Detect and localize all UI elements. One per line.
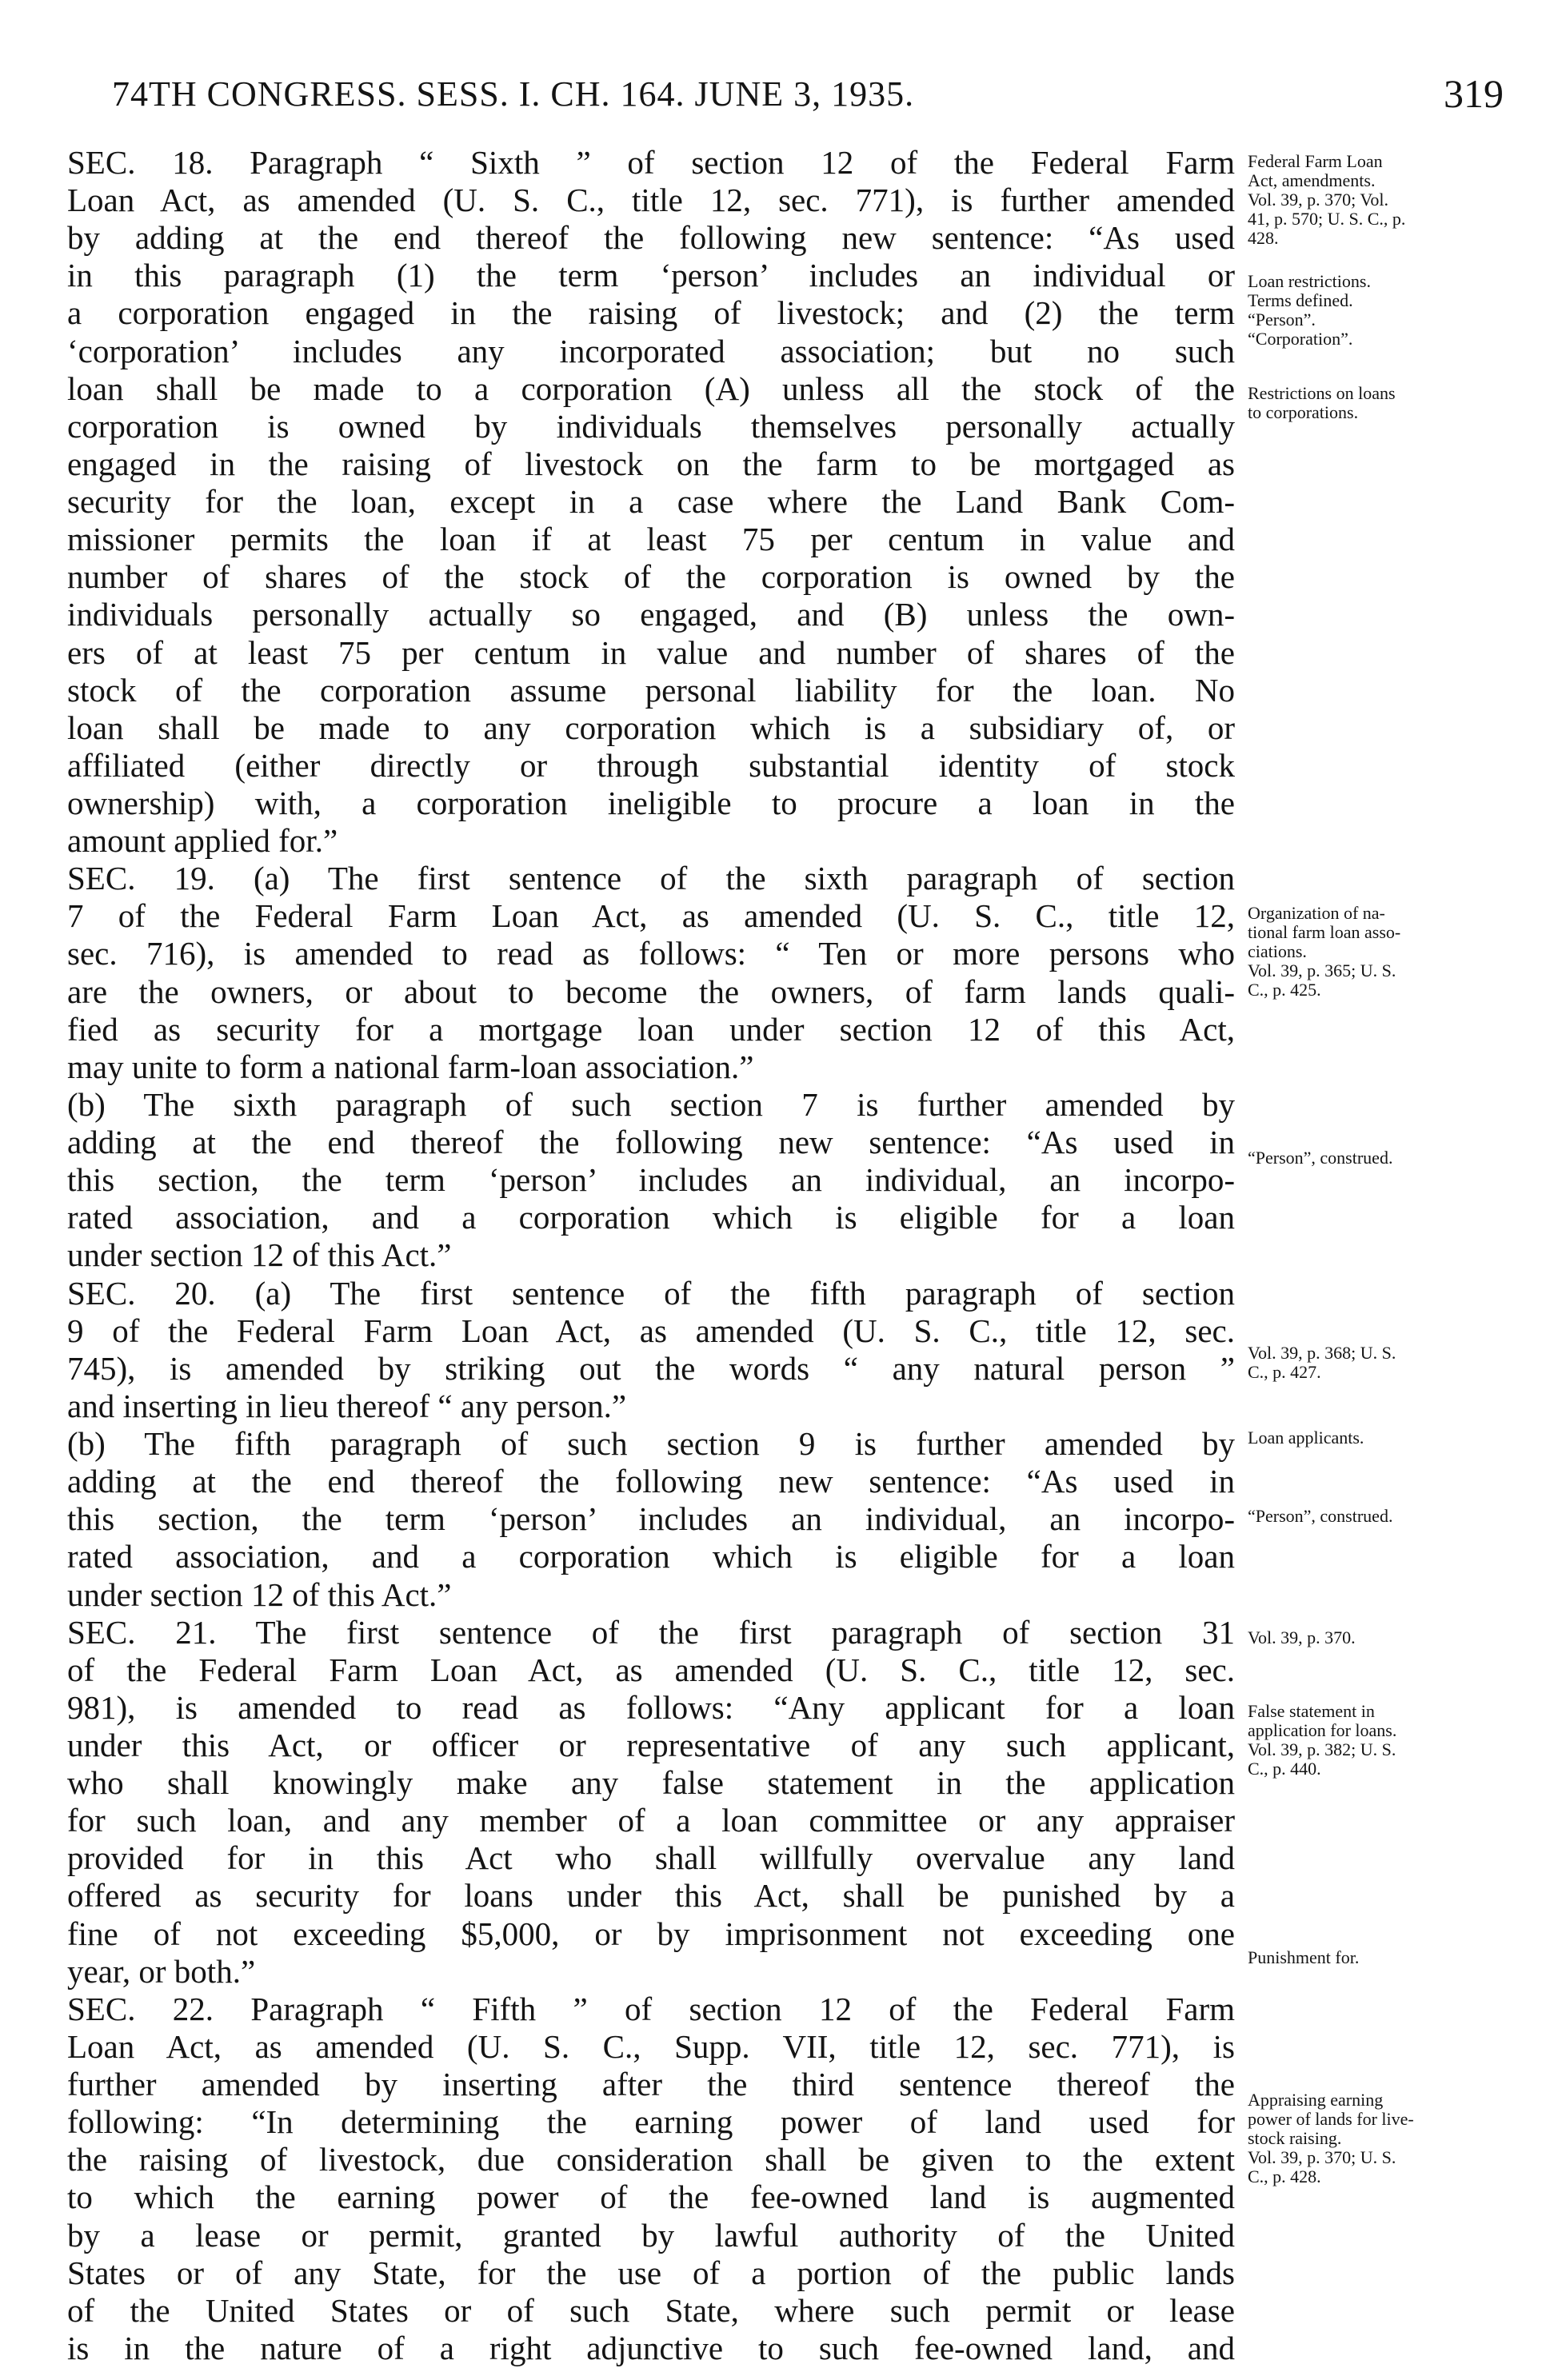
text-line: of the Federal Farm Loan Act, as amended (U. S. C., title 12, sec. <box>67 1651 1235 1688</box>
margin-note: Vol. 39, p. 370; U. S. <box>1248 2148 1396 2167</box>
text-line: loan shall be made to a corporation (A) unless all the stock of the <box>67 369 1235 407</box>
page-number: 319 <box>1444 71 1504 116</box>
text-line: fine of not exceeding $5,000, or by imprisonment not exceeding one <box>67 1915 1235 1952</box>
text-line: and inserting in lieu thereof “ any person.” <box>67 1387 627 1424</box>
text-line: by a lease or permit, granted by lawful authority of the United <box>67 2216 1235 2254</box>
text-line: fied as security for a mortgage loan under section 12 of this Act, <box>67 1010 1235 1048</box>
margin-note: power of lands for live- <box>1248 2110 1414 2129</box>
text-line: who shall knowingly make any false statement in the application <box>67 1764 1235 1802</box>
margin-note: “Person”, construed. <box>1248 1507 1393 1526</box>
margin-note: Punishment for. <box>1248 1948 1360 1967</box>
text-line: amount applied for.” <box>67 822 338 860</box>
text-line: missioner permits the loan if at least 75 per centum in value and <box>67 521 1235 558</box>
text-line: SEC. 18. Paragraph “ Sixth ” of section 12 of the Federal Farm <box>67 144 1235 181</box>
text-line: (b) The fifth paragraph of such section 9 is further amended by <box>67 1425 1235 1463</box>
text-line: under section 12 of this Act.” <box>67 1575 452 1613</box>
margin-note: Organization of na- <box>1248 904 1385 923</box>
margin-note: Federal Farm Loan <box>1248 152 1383 171</box>
text-line: a corporation engaged in the raising of livestock; and (2) the term <box>67 294 1235 332</box>
text-line: ownership) with, a corporation ineligible to procure a loan in the <box>67 785 1235 822</box>
text-line: 9 of the Federal Farm Loan Act, as amended (U. S. C., title 12, sec. <box>67 1312 1235 1349</box>
text-line: States or of any State, for the use of a portion of the public lands <box>67 2254 1235 2291</box>
margin-note: “Person”, construed. <box>1248 1148 1393 1168</box>
margin-note: “Corporation”. <box>1248 329 1353 349</box>
text-line: this section, the term ‘person’ includes an individual, an incorpo- <box>67 1500 1235 1538</box>
text-line: this section, the term ‘person’ includes an individual, an incorpo- <box>67 1161 1235 1199</box>
text-line: may unite to form a national farm-loan association.” <box>67 1048 754 1085</box>
margin-note: C., p. 427. <box>1248 1363 1321 1382</box>
margin-note: Restrictions on loans <box>1248 384 1396 403</box>
text-line: loan shall be made to any corporation which is a subsidiary of, or <box>67 709 1235 746</box>
text-line: to which the earning power of the fee-owned land is augmented <box>67 2178 1235 2216</box>
text-line: ‘corporation’ includes any incorporated association; but no such <box>67 332 1235 369</box>
text-line: security for the loan, except in a case where the Land Bank Com- <box>67 483 1235 521</box>
text-line: rated association, and a corporation which is eligible for a loan <box>67 1199 1235 1236</box>
text-line: is in the nature of a right adjunctive to such fee-owned land, and <box>67 2329 1235 2366</box>
text-line: the raising of livestock, due consideration shall be given to the extent <box>67 2141 1235 2178</box>
margin-note: Terms defined. <box>1248 291 1353 310</box>
margin-note: tional farm loan asso- <box>1248 923 1401 942</box>
margin-note: “Person”. <box>1248 310 1316 329</box>
text-line: for such loan, and any member of a loan committee or any appraiser <box>67 1802 1235 1839</box>
text-line: provided for in this Act who shall willfully overvalue any land <box>67 1839 1235 1877</box>
text-line: under this Act, or officer or representative of any such applicant, <box>67 1726 1235 1763</box>
text-line: rated association, and a corporation which is eligible for a loan <box>67 1538 1235 1575</box>
text-line: of the United States or of such State, where such permit or lease <box>67 2291 1235 2329</box>
running-head-title: 74TH CONGRESS. SESS. I. CH. 164. JUNE 3, 1935. <box>112 74 915 114</box>
margin-note: Vol. 39, p. 370; Vol. <box>1248 190 1389 210</box>
margin-note: Vol. 39, p. 368; U. S. <box>1248 1344 1396 1363</box>
text-line: offered as security for loans under this Act, shall be punished by a <box>67 1877 1235 1915</box>
margin-note: stock raising. <box>1248 2129 1342 2148</box>
margin-note: Vol. 39, p. 365; U. S. <box>1248 961 1396 980</box>
margin-note: to corporations. <box>1248 403 1359 422</box>
text-line: Loan Act, as amended (U. S. C., title 12, sec. 771), is further amended <box>67 182 1235 219</box>
margin-note: Loan applicants. <box>1248 1428 1364 1448</box>
margin-note: Act, amendments. <box>1248 171 1376 190</box>
text-line: 745), is amended by striking out the words “ any natural person ” <box>67 1349 1235 1387</box>
text-line: adding at the end thereof the following new sentence: “As used in <box>67 1463 1235 1500</box>
margin-note: C., p. 428. <box>1248 2167 1321 2186</box>
text-line: affiliated (either directly or through substantial identity of stock <box>67 746 1235 784</box>
text-line: stock of the corporation assume personal liability for the loan. No <box>67 671 1235 709</box>
text-line: SEC. 22. Paragraph “ Fifth ” of section 12 of the Federal Farm <box>67 1990 1235 2027</box>
text-line: ers of at least 75 per centum in value and number of shares of the <box>67 633 1235 671</box>
text-line: 981), is amended to read as follows: “Any applicant for a loan <box>67 1688 1235 1726</box>
text-line: (b) The sixth paragraph of such section 7 is further amended by <box>67 1085 1235 1123</box>
text-line: following: “In determining the earning power of land used for <box>67 2103 1235 2141</box>
text-line: SEC. 20. (a) The first sentence of the fifth paragraph of section <box>67 1274 1235 1312</box>
margin-note: Vol. 39, p. 382; U. S. <box>1248 1740 1396 1759</box>
text-line: number of shares of the stock of the corporation is owned by the <box>67 558 1235 596</box>
text-line: are the owners, or about to become the owners, of farm lands quali- <box>67 972 1235 1010</box>
text-line: year, or both.” <box>67 1952 256 1990</box>
margin-note: application for loans. <box>1248 1721 1397 1740</box>
margin-note: C., p. 440. <box>1248 1759 1321 1779</box>
text-line: engaged in the raising of livestock on the farm to be mortgaged as <box>67 445 1235 482</box>
text-line: individuals personally actually so engaged, and (B) unless the own- <box>67 596 1235 633</box>
margin-note: 428. <box>1248 229 1279 248</box>
margin-note: C., p. 425. <box>1248 980 1321 1000</box>
text-line: SEC. 19. (a) The first sentence of the sixth paragraph of section <box>67 860 1235 897</box>
text-line: SEC. 21. The first sentence of the first paragraph of section 31 <box>67 1613 1235 1651</box>
text-line: adding at the end thereof the following new sentence: “As used in <box>67 1124 1235 1161</box>
text-line: under section 12 of this Act.” <box>67 1236 452 1274</box>
text-line: 7 of the Federal Farm Loan Act, as amended (U. S. C., title 12, <box>67 897 1235 935</box>
margin-note: False statement in <box>1248 1702 1375 1721</box>
text-line: by adding at the end thereof the following new sentence: “As used <box>67 219 1235 257</box>
text-line: in this paragraph (1) the term ‘person’ includes an individual or <box>67 257 1235 294</box>
margin-note: Loan restrictions. <box>1248 272 1371 291</box>
margin-note: Vol. 39, p. 370. <box>1248 1628 1356 1647</box>
text-line: corporation is owned by individuals themselves personally actually <box>67 407 1235 445</box>
margin-note: ciations. <box>1248 942 1307 961</box>
margin-note: Appraising earning <box>1248 2090 1384 2110</box>
text-line: Loan Act, as amended (U. S. C., Supp. VII, title 12, sec. 771), is <box>67 2027 1235 2065</box>
text-line: further amended by inserting after the third sentence thereof the <box>67 2066 1235 2103</box>
margin-note: 41, p. 570; U. S. C., p. <box>1248 210 1406 229</box>
text-line: sec. 716), is amended to read as follows: “ Ten or more persons who <box>67 935 1235 972</box>
